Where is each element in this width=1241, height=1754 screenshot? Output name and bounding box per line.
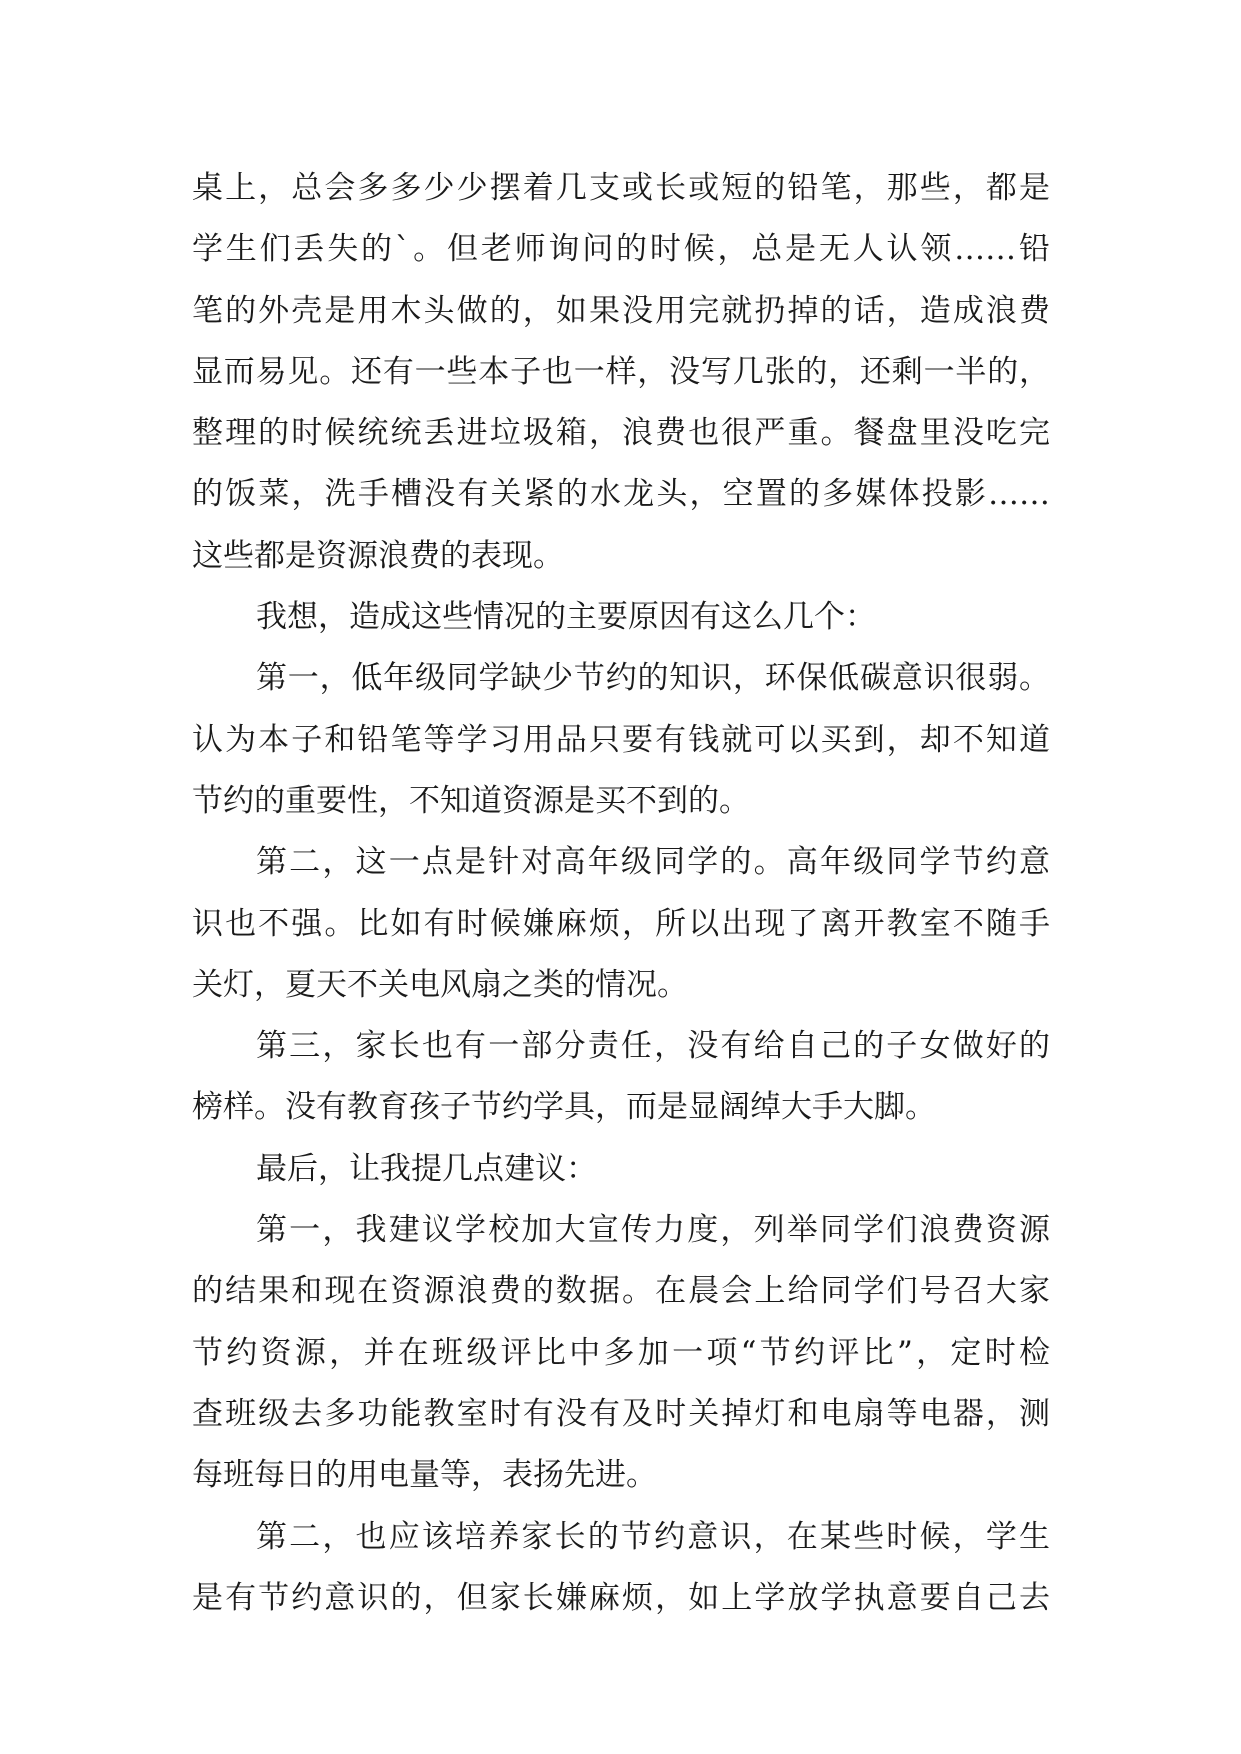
paragraph-first-line: 最后，让我提几点建议： — [256, 1150, 597, 1187]
body-text — [192, 158, 1050, 1629]
text-line: 笔的外壳是用木头做的，如果没用完就扔掉的话，造成浪费 — [192, 292, 1050, 329]
paragraph-first-line: 第二，也应该培养家长的节约意识，在某些时候，学生 — [256, 1518, 1050, 1555]
paragraph-first-line: 第二，这一点是针对高年级同学的。高年级同学节约意 — [256, 844, 1050, 881]
text-line: 关灯，夏天不关电风扇之类的情况。 — [192, 966, 688, 1003]
text-line: 查班级去多功能教室时有没有及时关掉灯和电扇等电器，测 — [192, 1395, 1050, 1432]
paragraph-first-line: 第一，低年级同学缺少节约的知识，环保低碳意识很弱。 — [256, 660, 1050, 697]
text-line: 这些都是资源浪费的表现。 — [192, 537, 564, 574]
text-line: 是有节约意识的，但家长嫌麻烦，如上学放学执意要自己去 — [192, 1579, 1050, 1616]
paragraph-first-line: 第一，我建议学校加大宣传力度，列举同学们浪费资源 — [256, 1212, 1050, 1249]
text-line: 显而易见。还有一些本子也一样，没写几张的，还剩一半的， — [192, 353, 1050, 390]
text-line: 节约的重要性，不知道资源是买不到的。 — [192, 782, 750, 819]
text-line: 节约资源，并在班级评比中多加一项“节约评比”，定时检 — [192, 1334, 1050, 1371]
text-line: 学生们丢失的`。但老师询问的时候，总是无人认领……铅 — [192, 231, 1050, 268]
text-line: 认为本子和铅笔等学习用品只要有钱就可以买到，却不知道 — [192, 721, 1050, 758]
paragraph-first-line: 我想，造成这些情况的主要原因有这么几个： — [256, 599, 876, 636]
text-line: 榜样。没有教育孩子节约学具，而是显阔绰大手大脚。 — [192, 1089, 936, 1126]
text-line: 的饭菜，洗手槽没有关紧的水龙头，空置的多媒体投影…… — [192, 476, 1050, 513]
text-line: 每班每日的用电量等，表扬先进。 — [192, 1457, 657, 1494]
text-line: 桌上，总会多多少少摆着几支或长或短的铅笔，那些，都是 — [192, 170, 1050, 206]
text-line: 的结果和现在资源浪费的数据。在晨会上给同学们号召大家 — [192, 1273, 1050, 1310]
text-line: 识也不强。比如有时候嫌麻烦，所以出现了离开教室不随手 — [192, 905, 1050, 942]
paragraph-first-line: 第三，家长也有一部分责任，没有给自己的子女做好的 — [256, 1028, 1050, 1065]
text-line: 整理的时候统统丢进垃圾箱，浪费也很严重。餐盘里没吃完 — [192, 415, 1050, 452]
